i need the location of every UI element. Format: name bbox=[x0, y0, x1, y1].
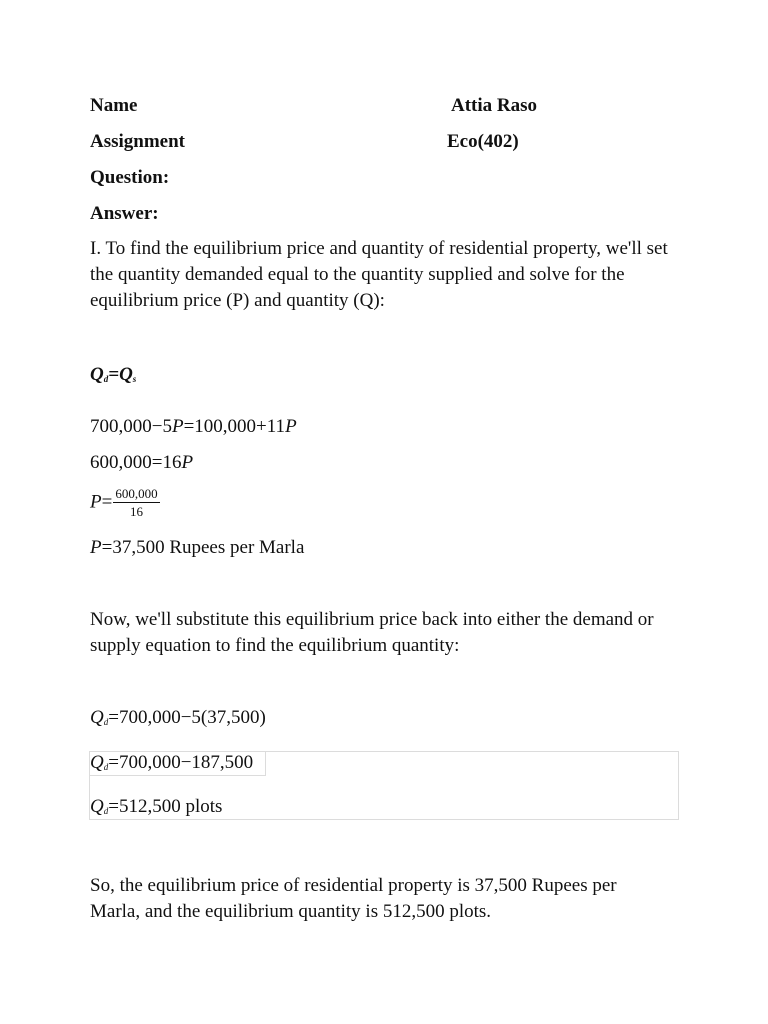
q2-symbol: Q bbox=[90, 752, 104, 773]
eq-sub-s: s bbox=[132, 374, 137, 384]
eq1-p1: P bbox=[171, 416, 184, 437]
answer-label: Answer: bbox=[90, 203, 159, 224]
eq1-part-b: =100,000+11 bbox=[183, 416, 286, 437]
q2-rest: =700,000−187,500 bbox=[108, 752, 254, 773]
equation-line-4 bbox=[90, 537, 304, 559]
equation-line-2 bbox=[90, 452, 193, 474]
equilibrium-condition bbox=[90, 364, 136, 386]
assignment-label: Assignment bbox=[90, 131, 186, 152]
eq-q-symbol: Q bbox=[90, 364, 104, 385]
question-label: Question: bbox=[90, 167, 170, 188]
q1-sub: d bbox=[103, 717, 109, 727]
assignment-value: Eco(402) bbox=[447, 131, 519, 152]
eq3-p: P bbox=[90, 491, 102, 513]
eq4-rest: =37,500 Rupees per Marla bbox=[101, 537, 305, 558]
substitute-paragraph: Now, we'll substitute this equilibrium price back into either the demand or supply equation to find the equilibrium quantity: bbox=[90, 609, 654, 656]
eq-equals: = bbox=[108, 364, 120, 385]
q1-symbol: Q bbox=[90, 707, 104, 728]
q3-sub: d bbox=[103, 806, 109, 816]
eq1-p2: P bbox=[285, 416, 297, 437]
eq-sub-d: d bbox=[103, 374, 109, 384]
name-label: Name bbox=[90, 95, 138, 116]
eq4-p: P bbox=[90, 537, 102, 558]
q1-rest: =700,000−5(37,500) bbox=[108, 707, 266, 728]
eq3-equals: = bbox=[101, 491, 113, 513]
name-value: Attia Raso bbox=[451, 95, 538, 116]
quantity-line-1 bbox=[90, 707, 266, 729]
quantity-line-2 bbox=[90, 752, 253, 774]
eq2-p: P bbox=[181, 452, 194, 473]
equation-line-3 bbox=[90, 486, 160, 519]
eq-q-symbol-2: Q bbox=[119, 364, 133, 385]
intro-paragraph: I. To find the equilibrium price and quantity of residential property, we'll set the quantity demanded equal to the quantity supplied and solve for the equilibrium price (P) and quantity (Q): bbox=[90, 238, 668, 311]
eq1-part-a: 700,000−5 bbox=[90, 416, 172, 437]
fraction bbox=[113, 486, 159, 519]
q3-symbol: Q bbox=[90, 796, 104, 817]
fraction-numerator: 600,000 bbox=[115, 486, 158, 501]
conclusion-paragraph: So, the equilibrium price of residential property is 37,500 Rupees per Marla, and the equilibrium quantity is 512,500 plots. bbox=[90, 875, 617, 922]
quantity-line-3 bbox=[90, 796, 222, 818]
equation-line-1 bbox=[90, 416, 297, 438]
eq2-part-a: 600,000=16 bbox=[90, 452, 182, 473]
q2-sub: d bbox=[103, 762, 109, 772]
q3-rest: =512,500 plots bbox=[108, 796, 223, 817]
fraction-denominator: 16 bbox=[129, 504, 143, 519]
